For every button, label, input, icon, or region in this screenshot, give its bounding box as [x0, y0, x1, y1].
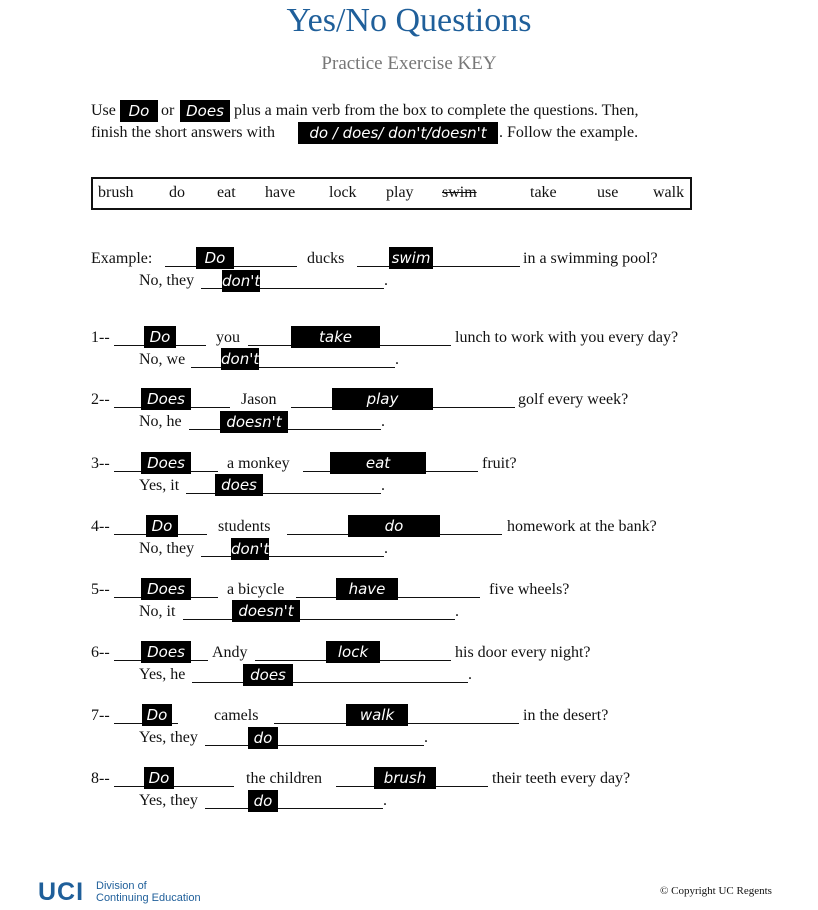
period: . [384, 540, 388, 557]
short-answer: doesn't [232, 600, 300, 622]
answer-prefix: Yes, they [139, 729, 198, 746]
word-box-item: lock [329, 184, 357, 201]
example-label: Example: [91, 250, 153, 267]
question-subject: a bicycle [227, 581, 285, 598]
answer-prefix: Yes, it [139, 477, 180, 494]
question-aux-answer: Does [141, 452, 191, 474]
period: . [384, 272, 388, 289]
word-box-item: have [265, 184, 296, 201]
question-subject: students [218, 518, 271, 535]
instruction-or: or [161, 102, 175, 119]
page-subtitle: Practice Exercise KEY [321, 53, 497, 74]
question-subject: camels [214, 707, 259, 724]
answer-prefix: No, he [139, 413, 182, 430]
instruction-text-2: finish the short answers with [91, 124, 275, 141]
question-aux-answer: Does [141, 641, 191, 663]
page-title: Yes/No Questions [286, 2, 532, 39]
question-subject: you [216, 329, 240, 346]
short-answer: doesn't [220, 411, 288, 433]
instruction-does-highlight: Does [180, 100, 230, 122]
period: . [424, 729, 428, 746]
division-line-1: Division of [96, 880, 147, 892]
answer-prefix: No, it [139, 603, 176, 620]
period: . [455, 603, 459, 620]
question-aux-answer: Does [141, 578, 191, 600]
example-subject: ducks [307, 250, 345, 267]
blank-line [357, 266, 520, 267]
question-number: 1-- [91, 329, 110, 346]
question-subject: Andy [212, 644, 248, 661]
question-subject: a monkey [227, 455, 290, 472]
question-aux-answer: Do [146, 515, 178, 537]
word-box-item: use [597, 184, 619, 201]
question-rest: fruit? [482, 455, 517, 472]
blank-line [205, 808, 383, 809]
period: . [381, 477, 385, 494]
question-number: 5-- [91, 581, 110, 598]
period: . [395, 351, 399, 368]
question-number: 7-- [91, 707, 110, 724]
question-rest: homework at the bank? [507, 518, 657, 535]
copyright-notice: © Copyright UC Regents [660, 885, 772, 897]
question-verb-answer: have [336, 578, 398, 600]
example-aux-answer: Do [196, 247, 234, 269]
question-verb-answer: brush [374, 767, 436, 789]
blank-line [201, 556, 384, 557]
word-box-item: eat [217, 184, 236, 201]
question-aux-answer: Do [144, 767, 174, 789]
question-number: 2-- [91, 391, 110, 408]
question-verb-answer: play [332, 388, 433, 410]
blank-line [183, 619, 455, 620]
question-rest: five wheels? [489, 581, 570, 598]
period: . [468, 666, 472, 683]
example-rest: in a swimming pool? [523, 250, 658, 267]
question-aux-answer: Do [142, 704, 172, 726]
division-name [96, 880, 201, 904]
instruction-answers-highlight: do / does/ don't/doesn't [298, 122, 498, 144]
question-number: 8-- [91, 770, 110, 787]
question-aux-answer: Does [141, 388, 191, 410]
short-answer: do [248, 727, 278, 749]
word-box-item: play [386, 184, 414, 201]
question-rest: their teeth every day? [492, 770, 631, 787]
short-answer: does [243, 664, 293, 686]
question-rest: lunch to work with you every day? [455, 329, 679, 346]
short-answer: don't [231, 540, 270, 558]
question-verb-answer: take [291, 326, 380, 348]
period: . [381, 413, 385, 430]
uci-logo: UCI [38, 878, 85, 906]
short-answer: does [215, 474, 263, 496]
example-verb-answer: swim [389, 247, 433, 269]
instruction-do-highlight: Do [120, 100, 158, 122]
word-box-item: brush [98, 184, 134, 201]
question-number: 3-- [91, 455, 110, 472]
answer-prefix: Yes, he [139, 666, 186, 683]
example-answer-prefix: No, they [139, 272, 195, 289]
answer-prefix: No, we [139, 351, 186, 368]
question-rest: in the desert? [523, 707, 609, 724]
question-aux-answer: Do [144, 326, 176, 348]
instruction-use: Use [91, 102, 116, 119]
question-verb-answer: do [348, 515, 440, 537]
question-number: 6-- [91, 644, 110, 661]
question-subject: the children [246, 770, 322, 787]
question-number: 4-- [91, 518, 110, 535]
example-short-answer: don't [222, 272, 261, 290]
blank-line [192, 682, 468, 683]
word-box-item: do [169, 184, 185, 201]
question-rest: his door every night? [455, 644, 591, 661]
short-answer: don't [221, 350, 260, 368]
blank-line [114, 786, 234, 787]
answer-prefix: No, they [139, 540, 195, 557]
instruction-text-1: plus a main verb from the box to complete the questions. Then, [234, 102, 639, 119]
blank-line [205, 745, 424, 746]
short-answer: do [248, 790, 278, 812]
question-verb-answer: lock [326, 641, 380, 663]
word-box-item: take [530, 184, 557, 201]
question-verb-answer: eat [330, 452, 426, 474]
division-line-2: Continuing Education [96, 892, 201, 904]
question-subject: Jason [241, 391, 277, 408]
question-rest: golf every week? [518, 391, 629, 408]
answer-prefix: Yes, they [139, 792, 198, 809]
word-box-item-crossed-out: swim [442, 184, 477, 201]
period: . [383, 792, 387, 809]
question-verb-answer: walk [346, 704, 408, 726]
instruction-text-3: . Follow the example. [499, 124, 639, 141]
word-box-item: walk [653, 184, 685, 201]
